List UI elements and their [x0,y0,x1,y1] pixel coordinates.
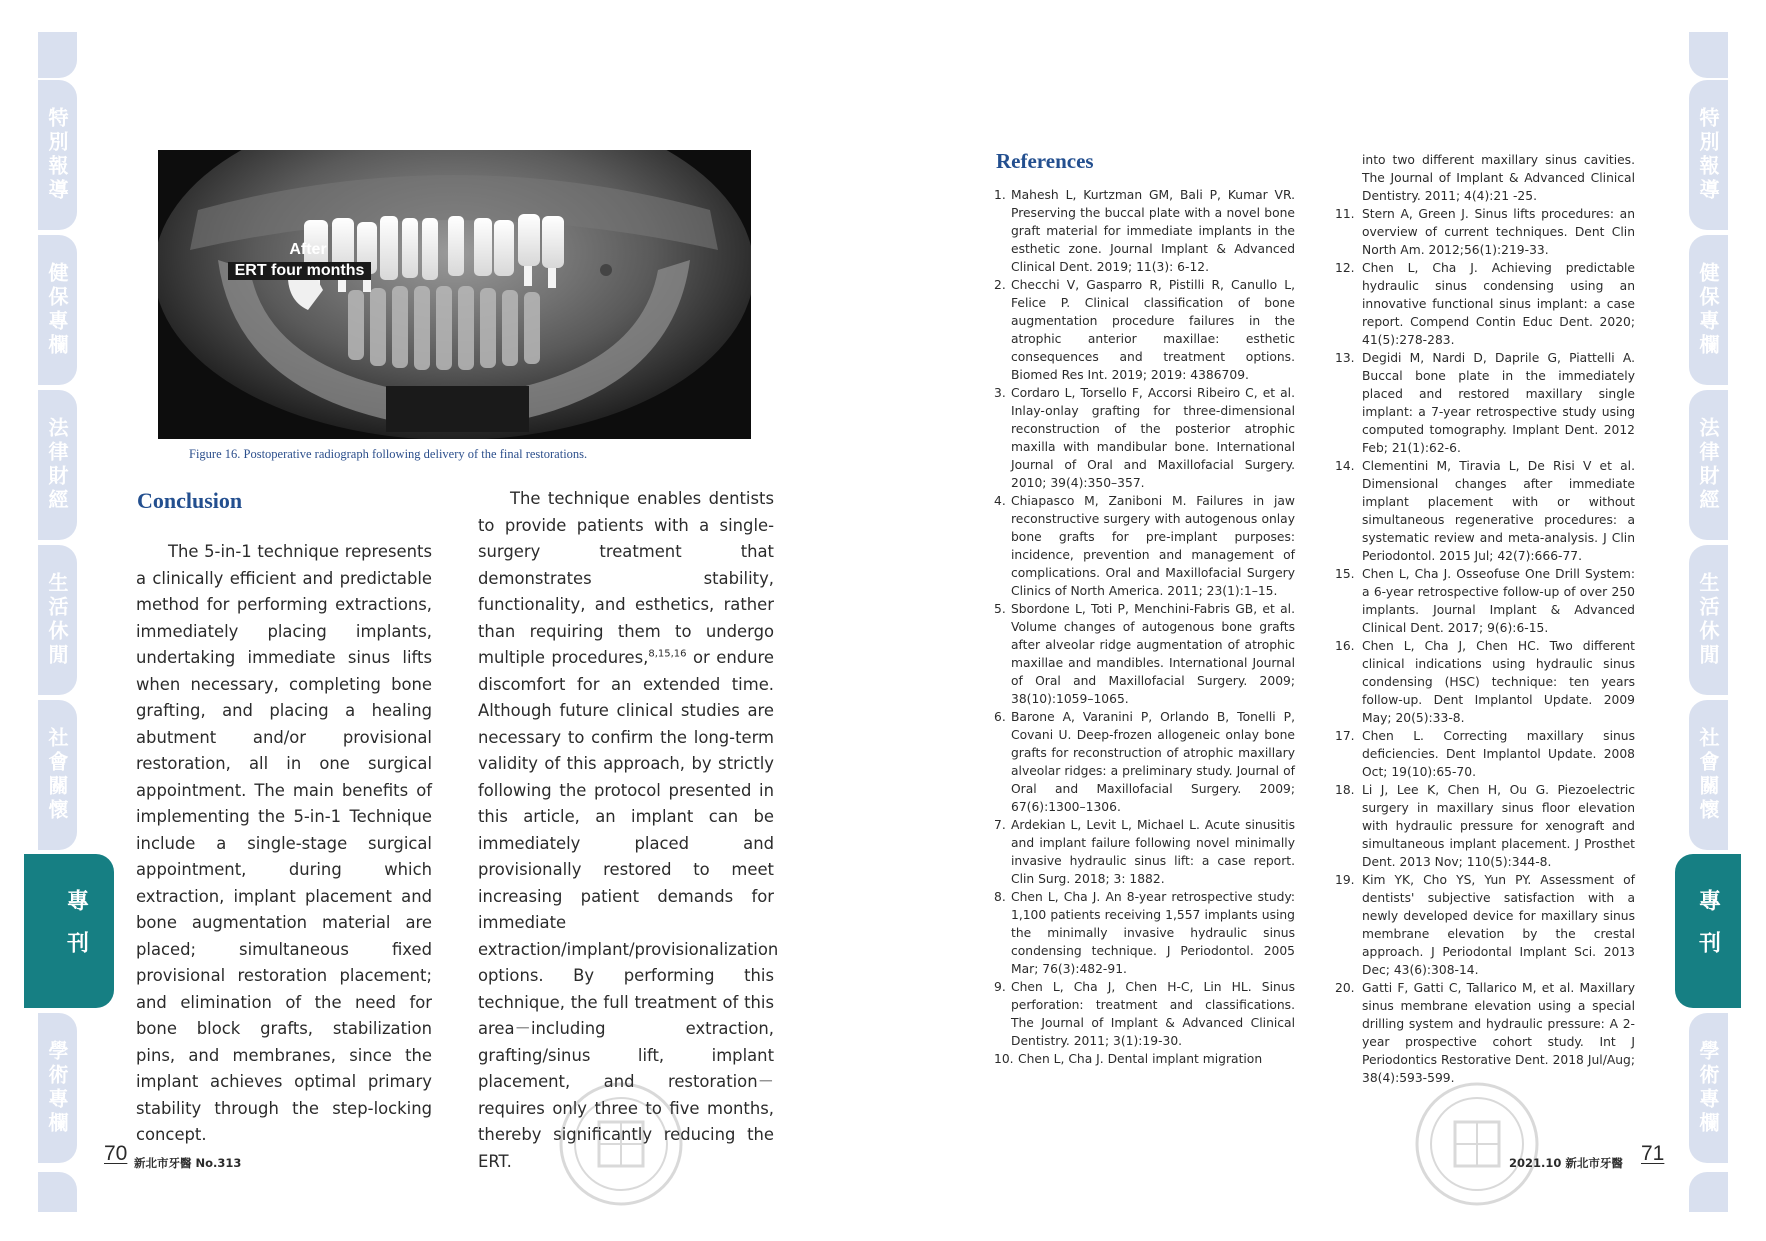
page-number: 70 [104,1142,128,1165]
reference-item: 10. Chen L, Cha J. Dental implant migration [994,1052,1263,1066]
references-list-right [1335,151,1635,1087]
tab-health-insurance[interactable] [1689,235,1728,385]
tab-leisure[interactable] [38,545,77,695]
tab-strip-top [1689,32,1728,78]
tab-label: 法律財經 [1696,417,1720,513]
radiograph-label-ert: ERT four months [228,262,371,280]
tab-law-finance[interactable] [1689,390,1728,540]
references-heading: References [996,149,1094,173]
reference-item: 18. Li J, Lee K, Chen H, Ou G. Piezoelectric surgery in maxillary sinus floor elevation with hydraulic pressure for xenograft and simultaneous implant placement. J Prosthet Dent. 2013 Nov; 110(5):344-8. [1335,783,1635,869]
tab-social-care[interactable] [1689,700,1728,850]
panoramic-radiograph [158,150,751,439]
tab-strip-top [38,32,77,78]
paragraph-text: The technique enables dentists to provide patients with a single-surgery treatment that demonstrates stability, functionality, and esthetics, rather than requiring them to undergo multiple procedures, [478,489,774,667]
tab-label: 法律財經 [45,417,69,513]
conclusion-heading: Conclusion [137,488,243,513]
tab-label: 生活休閒 [45,572,69,668]
citation-superscript: 8,15,16 [648,648,687,660]
page-number: 71 [1641,1142,1665,1165]
tab-academic[interactable] [1689,1013,1728,1163]
library-seal-icon [557,1080,685,1208]
reference-item: 2. Checchi V, Gasparro R, Pistilli R, Canullo L, Felice P. Clinical classification of bone augmentation procedure failures in the atrophic anterior maxillae: esthetic consequences and treatment options. Biomed Res Int. 2019; 2019: 4386709. [994,278,1295,382]
tab-label: 健保專欄 [45,262,69,358]
tab-leisure[interactable] [1689,545,1728,695]
tab-special-issue[interactable] [24,854,114,1008]
reference-item: 3. Cordaro L, Torsello F, Accorsi Ribeiro C, et al. Inlay-onlay grafting for three-dimensional reconstruction of the posterior atrophic maxilla with mandibular bone. International Journal of Oral and Maxillofacial Surgery. 2010; 39(4):350–357. [994,386,1295,490]
tab-special-report[interactable] [38,80,77,230]
tab-health-insurance[interactable] [38,235,77,385]
tab-social-care[interactable] [38,700,77,850]
paragraph-text: or endure discomfort for an extended time. Although future clinical studies are necessary to confirm the long-term validity of this approach, by strictly following the protocol presented in this article, an implant can be immediately placed and provisionally restored to meet increasing patient demands for immediate extraction/implant/provisionalization options. By performing this technique, the full treatment of this area－including extraction, grafting/sinus lift, implant placement, and restoration－requires only three to five months, thereby significantly reducing the ERT. [478,648,779,1171]
reference-item: 13. Degidi M, Nardi D, Daprile G, Piattelli A. Buccal bone plate in the immediately placed and restored maxillary single implant: a 7-year retrospective study using computed tomography. Implant Dent. 2012 Feb; 21(1):62-6. [1335,351,1635,455]
reference-item: 19. Kim YK, Cho YS, Yun PY. Assessment of dentists' subjective satisfaction with a newly developed device for maxillary sinus membrane elevation by the crestal approach. J Periodontal Implant Sci. 2013 Dec; 43(6):308-14. [1335,873,1635,977]
tab-label: 特別報導 [1696,107,1720,203]
left-section-tabs [38,32,89,1212]
reference-item: 7. Ardekian L, Levit L, Michael L. Acute sinusitis and implant failure following novel minimally invasive hydraulic sinus lift: a case report. Clin Surg. 2018; 3: 1882. [994,818,1295,886]
reference-item: 11. Stern A, Green J. Sinus lifts procedures: an overview of current techniques. Dent Clin North Am. 2012;56(1):219-33. [1335,207,1635,257]
radiograph-label-after: After [289,241,327,258]
tab-label: 特別報導 [45,107,69,203]
reference-item: 15. Chen L, Cha J. Osseofuse One Drill System: a 6-year retrospective follow-up of over 250 implants. Journal Implant & Advanced Clinical Dent. 2017; 9(6):6-15. [1335,567,1635,635]
right-section-tabs [1689,32,1728,1212]
radiograph-image [158,150,751,439]
references-list-left [994,186,1295,1068]
reference-item: 17. Chen L. Correcting maxillary sinus deficiencies. Dent Implantol Update. 2008 Oct; 19(10):65-70. [1335,729,1635,779]
tab-academic[interactable] [38,1013,77,1163]
tab-strip-bottom [1689,1172,1728,1212]
conclusion-paragraph-1: The 5-in-1 technique represents a clinically efficient and predictable method for performing extractions, immediately placing implants, undertaking immediate sinus lifts when necessary, completing bone grafting, and placing a healing abutment and/or provisional restoration, all in one surgical appointment. The main benefits of implementing the 5-in-1 Technique include a single-stage surgical appointment, during which extraction, implant placement and bone augmentation material are placed; simultaneous fixed provisional restoration placement; and elimination of the need for bone block grafts, stabilization pins, and membranes, since the implant achieves optimal primary stability through the step-locking concept. [136,542,432,1144]
reference-item: 14. Clementini M, Tiravia L, De Risi V et al. Dimensional changes after immediate implant placement with or without simultaneous regenerative procedures: a systematic review and meta-analysis. J Clin Periodontol. 2015 Jul; 42(7):666-77. [1335,459,1635,563]
tab-special-issue[interactable] [1675,854,1741,1008]
reference-item: 1. Mahesh L, Kurtzman GM, Bali P, Kumar VR. Preserving the buccal plate with a novel bone graft material for immediate implants in the esthetic zone. Journal Implant & Advanced Clinical Dent. 2019; 11(3): 6-12. [994,188,1295,274]
library-seal-icon [1413,1080,1541,1208]
reference-item: 12. Chen L, Cha J. Achieving predictable hydraulic sinus condensing using an innovative functional sinus implant: a case report. Compend Contin Educ Dent. 2020; 41(5):278-283. [1335,261,1635,347]
tab-label: 專刊 [1695,889,1721,973]
tab-label: 學術專欄 [45,1040,69,1136]
tab-label: 健保專欄 [1696,262,1720,358]
reference-item: 8. Chen L, Cha J. An 8-year retrospective study: 1,100 patients receiving 1,557 implants using the minimally invasive hydraulic sinus condensing technique. J Periodontol. 2005 Mar; 76(3):482-91. [994,890,1295,976]
figure-caption: Figure 16. Postoperative radiograph following delivery of the final restorations. [189,447,588,461]
reference-item: 9. Chen L, Cha J, Chen H-C, Lin HL. Sinus perforation: treatment and classifications. The Journal of Implant & Advanced Clinical Dentistry. 2011; 3(1):19-30. [994,980,1295,1048]
conclusion-paragraph-2 [478,486,779,1175]
reference-item: 4. Chiapasco M, Zaniboni M. Failures in jaw reconstructive surgery with autogenous onlay bone grafts for pre-implant purposes: incidence, prevention and management of complications. Oral and Maxillofacial Surgery Clinics of North America. 2011; 23(1):1–15. [994,494,1295,598]
reference-item: 6. Barone A, Varanini P, Orlando B, Tonelli P, Covani U. Deep-frozen allogeneic onlay bone grafts for reconstruction of atrophic maxillary alveolar ridges: a preliminary study. Journal of Oral and Maxillofacial Surgery. 2009; 67(6):1300–1306. [994,710,1295,814]
tab-label: 社會關懷 [1696,727,1720,823]
tab-label: 學術專欄 [1696,1040,1720,1136]
reference-continuation: into two different maxillary sinus cavities. The Journal of Implant & Advanced Clinical Dentistry. 2011; 4(4):21 -25. [1362,153,1635,203]
running-footer: 新北市牙醫 No.313 [134,1156,242,1170]
reference-item: 20. Gatti F, Gatti C, Tallarico M, et al. Maxillary sinus membrane elevation using a special drilling system and hydraulic pressure: A 2-year prospective cohort study. Int J Periodontics Restorative Dent. 2018 Jul/Aug; 38(4):593-599. [1335,981,1635,1085]
tab-label: 生活休閒 [1696,572,1720,668]
reference-item: 16. Chen L, Cha J, Chen HC. Two different clinical indications using hydraulic sinus condensing (HSC) technique: ten years follow-up. Dent Implantol Update. 2009 May; 20(5):33-8. [1335,639,1635,725]
tab-law-finance[interactable] [38,390,77,540]
reference-item: 5. Sbordone L, Toti P, Menchini-Fabris GB, et al. Volume changes of autogenous bone grafts after alveolar ridge augmentation of atrophic maxillae and mandibles. International Journal of Oral and Maxillofacial Surgery. 2009; 38(10):1059–1065. [994,602,1295,706]
tab-label: 社會關懷 [45,727,69,823]
tab-strip-bottom [38,1172,77,1212]
tab-label: 專刊 [63,889,89,973]
running-footer: 2021.10 新北市牙醫 [1509,1156,1623,1170]
tab-special-report[interactable] [1689,80,1728,230]
